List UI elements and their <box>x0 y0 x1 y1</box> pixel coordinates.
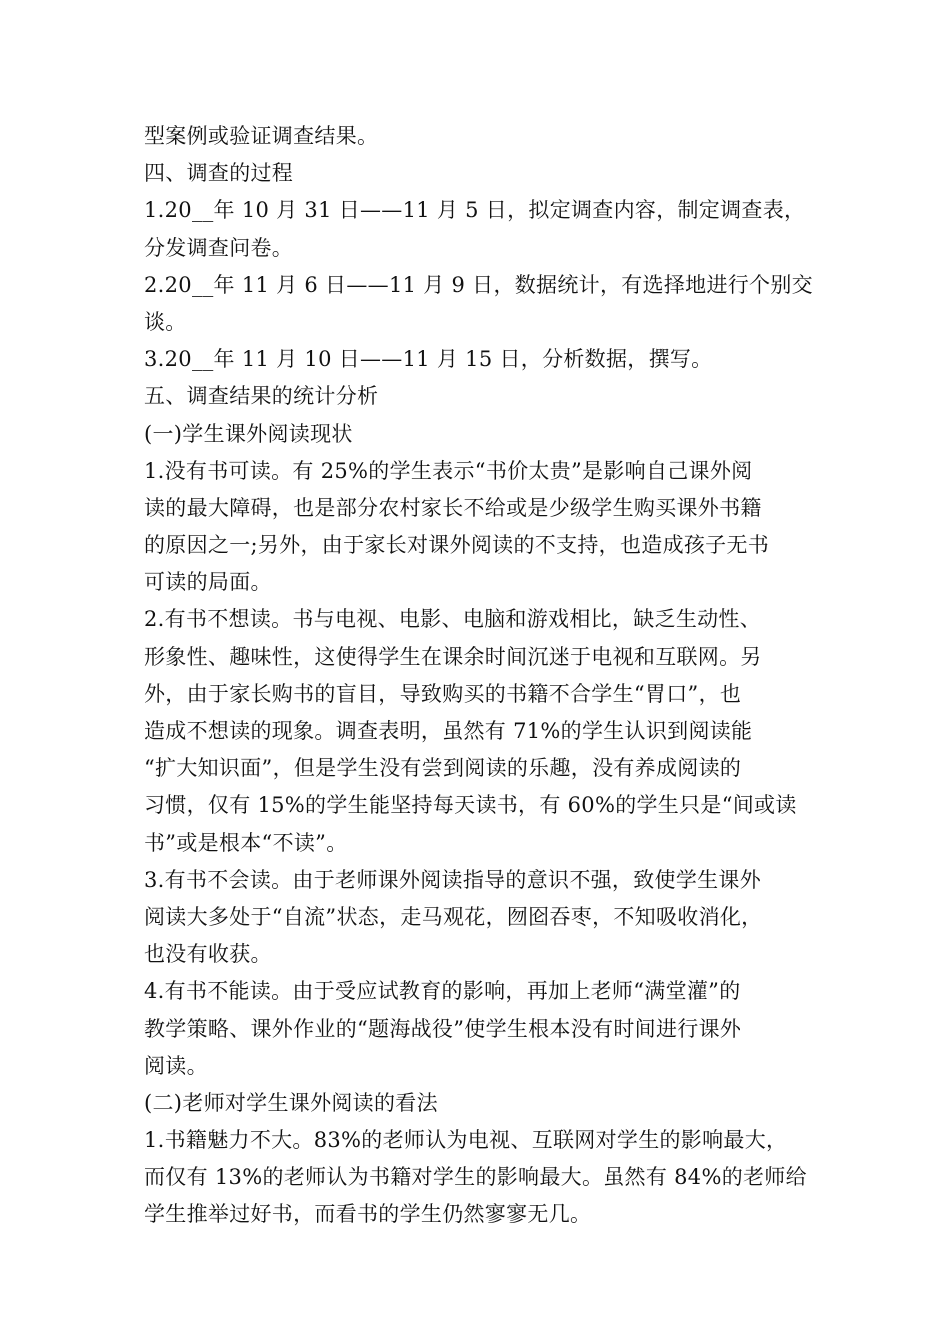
text-line: 2.20__年 11 月 6 日——11 月 9 日，数据统计，有选择地进行个别交 <box>144 272 813 297</box>
text-line: 而仅有 13%的老师认为书籍对学生的影响最大。虽然有 84%的老师给 <box>144 1165 807 1190</box>
text-line: 1.20__年 10 月 31 日——11 月 5 日，拟定调查内容，制定调查表， <box>144 198 806 223</box>
text-line: 1.没有书可读。有 25%的学生表示“书价太贵”是影响自己课外阅 <box>144 458 753 483</box>
text-line: 2.有书不想读。书与电视、电影、电脑和游戏相比，缺乏生动性、 <box>144 607 762 632</box>
text-line: 4.有书不能读。由于受应试教育的影响，再加上老师“满堂灌”的 <box>144 979 741 1004</box>
text-line: 的原因之一;另外，由于家长对课外阅读的不支持，也造成孩子无书 <box>144 533 770 558</box>
text-line: 1.书籍魅力不大。83%的老师认为电视、互联网对学生的影响最大， <box>144 1128 788 1153</box>
text-line: 3.有书不会读。由于老师课外阅读指导的意识不强，致使学生课外 <box>144 867 762 892</box>
text-line: 读的最大障碍，也是部分农村家长不给或是少级学生购买课外书籍 <box>144 495 762 520</box>
text-line: 可读的局面。 <box>144 570 272 595</box>
text-line: 学生推举过好书，而看书的学生仍然寥寥无几。 <box>144 1202 592 1227</box>
document-body <box>144 118 816 1234</box>
subsection-heading: (一)学生课外阅读现状 <box>144 421 353 446</box>
text-line: 型案例或验证调查结果。 <box>144 124 379 148</box>
text-line: “扩大知识面”，但是学生没有尝到阅读的乐趣，没有养成阅读的 <box>144 756 742 781</box>
text-line: 分发调查问卷。 <box>144 235 294 260</box>
section-heading: 五、调查结果的统计分析 <box>144 384 379 409</box>
text-line: 书”或是根本“不读”。 <box>144 830 348 855</box>
text-line: 形象性、趣味性，这使得学生在课余时间沉迷于电视和互联网。另 <box>144 644 762 669</box>
text-line: 3.20__年 11 月 10 日——11 月 15 日，分析数据，撰写。 <box>144 347 713 372</box>
text-line: 造成不想读的现象。调查表明，虽然有 71%的学生认识到阅读能 <box>144 719 753 743</box>
text-line: 外，由于家长购书的盲目，导致购买的书籍不合学生“胃口”，也 <box>144 681 742 706</box>
text-line: 也没有收获。 <box>144 942 272 967</box>
text-line: 习惯，仅有 15%的学生能坚持每天读书，有 60%的学生只是“间或读 <box>144 793 797 818</box>
section-heading: 四、调查的过程 <box>144 161 294 186</box>
text-line: 教学策略、课外作业的“题海战役”使学生根本没有时间进行课外 <box>144 1016 742 1041</box>
subsection-heading: (二)老师对学生课外阅读的看法 <box>144 1090 438 1115</box>
text-line: 阅读。 <box>144 1053 208 1078</box>
text-line: 谈。 <box>144 309 187 334</box>
text-line: 阅读大多处于“自流”状态，走马观花，囫囵吞枣，不知吸收消化， <box>144 904 763 929</box>
